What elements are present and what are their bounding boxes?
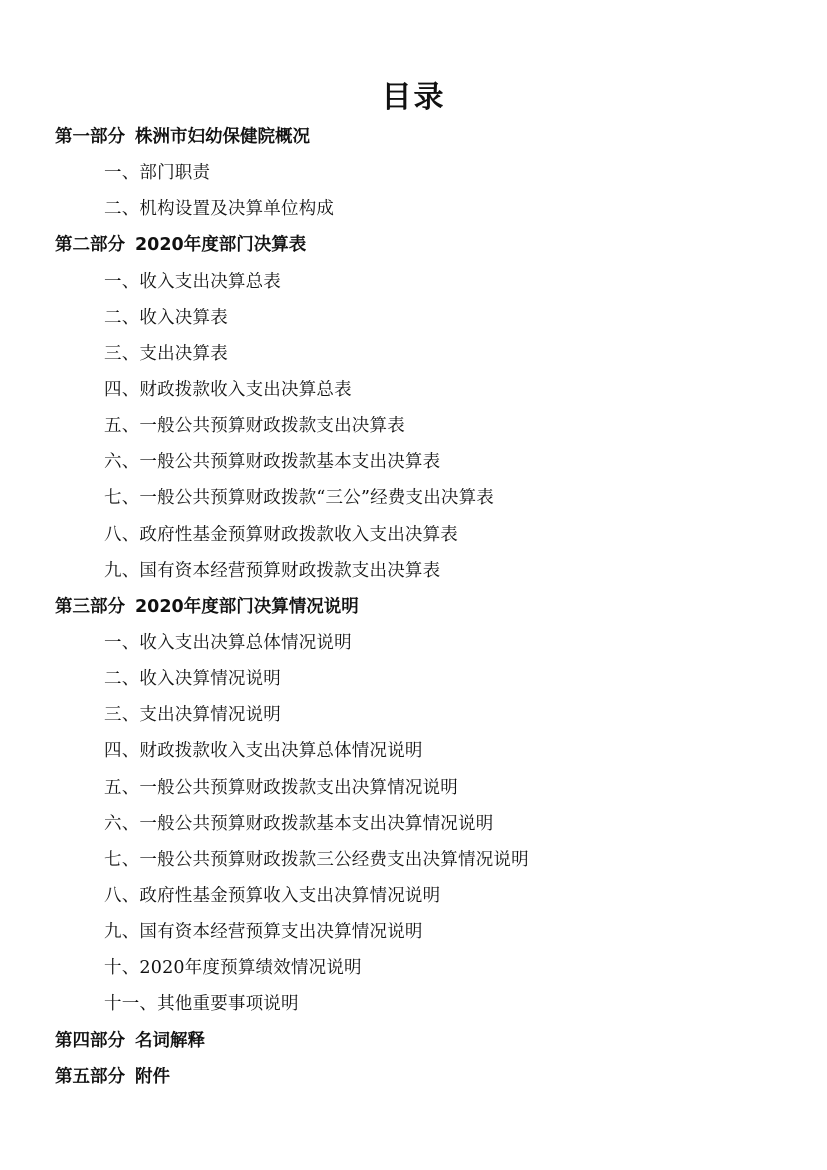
toc-part-number: 第三部分 — [55, 596, 125, 617]
toc-item-label: 二、收入决算情况说明 — [104, 669, 281, 690]
toc-item — [0, 950, 827, 986]
toc-item-label: 八、政府性基金预算收入支出决算情况说明 — [104, 885, 441, 906]
toc-item-label: 四、财政拨款收入支出决算总体情况说明 — [104, 741, 423, 762]
toc-part-heading — [0, 589, 827, 625]
toc-item — [0, 336, 827, 372]
toc-item-label: 九、国有资本经营预算支出决算情况说明 — [104, 922, 423, 943]
toc-item-label: 六、一般公共预算财政拨款基本支出决算表 — [104, 452, 441, 473]
toc-item-label: 二、机构设置及决算单位构成 — [104, 199, 335, 220]
toc-item-label: 八、政府性基金预算财政拨款收入支出决算表 — [104, 524, 458, 545]
toc-part-title: 2020年度部门决算情况说明 — [135, 596, 359, 617]
toc-item — [0, 878, 827, 914]
toc-item — [0, 444, 827, 480]
toc-item — [0, 625, 827, 661]
toc-item — [0, 553, 827, 589]
toc-part-heading — [0, 1059, 827, 1095]
toc-item-label: 三、支出决算情况说明 — [104, 705, 281, 726]
toc-item — [0, 517, 827, 553]
toc-part-title: 2020年度部门决算表 — [135, 235, 307, 256]
toc-item-label: 三、支出决算表 — [104, 343, 228, 364]
toc-item-label: 一、部门职责 — [104, 163, 211, 184]
page-title: 目录 — [381, 80, 446, 115]
toc-item-label: 一、收入支出决算总体情况说明 — [104, 632, 352, 653]
toc-item — [0, 408, 827, 444]
toc-item — [0, 300, 827, 336]
toc-item-label: 五、一般公共预算财政拨款支出决算表 — [104, 416, 405, 437]
toc-part-title: 附件 — [135, 1066, 170, 1087]
toc-item — [0, 372, 827, 408]
toc-item — [0, 842, 827, 878]
toc-item — [0, 661, 827, 697]
toc-part-number: 第五部分 — [55, 1066, 125, 1087]
toc-item — [0, 806, 827, 842]
toc-item — [0, 697, 827, 733]
toc-item-label: 十、2020年度预算绩效情况说明 — [104, 958, 362, 979]
toc-item — [0, 191, 827, 227]
toc-item — [0, 914, 827, 950]
toc-item-label: 五、一般公共预算财政拨款支出决算情况说明 — [104, 777, 458, 798]
toc-item-label: 九、国有资本经营预算财政拨款支出决算表 — [104, 560, 441, 581]
toc-part-title: 株洲市妇幼保健院概况 — [135, 127, 310, 147]
toc-item-label: 十一、其他重要事项说明 — [104, 994, 299, 1015]
toc-item — [0, 264, 827, 300]
toc-part-title: 名词解释 — [135, 1030, 205, 1051]
toc-part-heading — [0, 227, 827, 263]
toc-item — [0, 480, 827, 516]
toc-item — [0, 986, 827, 1022]
toc-part-heading — [0, 1023, 827, 1059]
toc-item — [0, 770, 827, 806]
toc-item — [0, 155, 827, 191]
toc-part-number: 第一部分 — [55, 127, 125, 147]
toc-part-number: 第二部分 — [55, 235, 125, 256]
table-of-contents — [0, 119, 827, 1095]
toc-item-label: 一、收入支出决算总表 — [104, 271, 281, 292]
toc-item-label: 四、财政拨款收入支出决算总表 — [104, 379, 352, 400]
toc-item-label: 六、一般公共预算财政拨款基本支出决算情况说明 — [104, 813, 494, 834]
toc-item-label: 二、收入决算表 — [104, 307, 228, 328]
toc-item — [0, 733, 827, 769]
toc-part-number: 第四部分 — [55, 1030, 125, 1051]
toc-part-heading — [0, 119, 827, 155]
toc-item-label: 七、一般公共预算财政拨款三公经费支出决算情况说明 — [104, 849, 529, 870]
toc-item-label: 七、一般公共预算财政拨款“三公”经费支出决算表 — [104, 488, 494, 509]
